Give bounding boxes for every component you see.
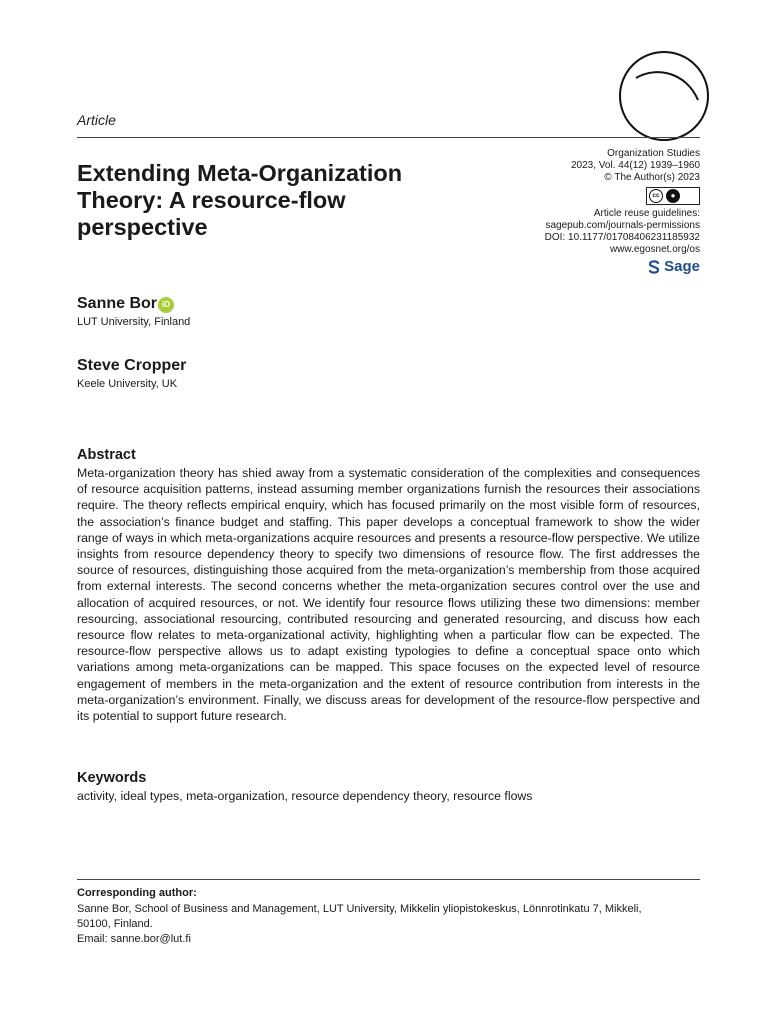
article-type-label: Article xyxy=(77,112,116,128)
cc-icon: cc xyxy=(649,189,663,203)
corresponding-address-line-2: 50100, Finland. xyxy=(77,918,153,930)
abstract-text: Meta-organization theory has shied away from a systematic consideration of the complexities and consequences of resource acquisition patterns, instead assuming member organizations furnish the resources their associations require. The theory reflects empirical enquiry, which has focused primarily on the most visible form of resources, the association’s finance budget and staffing. This paper develops a conceptual framework to show the wider range of ways in which meta-organizations acquire resources and presents a resource-flow perspective. We utilize insights from resource dependency theory to specify two dimensions of resource flow. The first addresses the source of resources, distinguishing those acquired from the meta-organization’s membership from those acquired from external interests. The second concerns whether the meta-organization secures control over the use and allocation of acquired resources, or not. We identify four resource flows utilizing these two dimensions: member resourcing, associational resourcing, contributed resourcing and generated resourcing, and discuss how each resource flow relates to meta-organizational activity, highlighting when a particular flow can be expected. The resource-flow perspective allows us to adapt existing typologies to define a conceptual space onto which variations among meta-organizations can be mapped. This space focuses on the expected level of resource engagement of members in the meta-organization and the extent of resource contribution from interests in the meta-organization’s environment. Finally, we discuss areas for development of the resource-flow perspective and its potential to support future research. xyxy=(77,466,700,724)
author-name xyxy=(77,295,174,313)
author-2-name: Steve Cropper xyxy=(77,357,187,374)
keywords-heading: Keywords xyxy=(77,770,147,786)
orcid-icon[interactable]: iD xyxy=(158,297,174,313)
author-1-affiliation: LUT University, Finland xyxy=(77,316,191,328)
corresponding-email[interactable]: Email: sanne.bor@lut.fi xyxy=(77,933,191,945)
journal-name: Organization Studies xyxy=(607,148,700,159)
attribution-icon: ● xyxy=(666,189,680,203)
publisher-name: Sage xyxy=(664,258,700,275)
journal-site-link[interactable]: www.egosnet.org/os xyxy=(609,244,700,255)
header-divider xyxy=(77,137,700,138)
creative-commons-icon[interactable] xyxy=(646,187,700,205)
keywords-list: activity, ideal types, meta-organization, resource dependency theory, resource flows xyxy=(77,789,533,803)
publisher-logo[interactable] xyxy=(648,259,700,275)
corresponding-address-line-1: Sanne Bor, School of Business and Management, LUT University, Mikkelin yliopistokeskus, Lönnrotinkatu 7, Mikkeli, xyxy=(77,903,642,915)
journal-volume: 2023, Vol. 44(12) 1939–1960 xyxy=(571,160,700,171)
article-title: Extending Meta-Organization Theory: A resource-flow perspective xyxy=(77,160,403,240)
journal-metadata xyxy=(480,148,700,278)
footnote-divider xyxy=(77,879,700,880)
copyright: © The Author(s) 2023 xyxy=(604,172,700,183)
sage-s-icon xyxy=(648,260,660,274)
journal-logo-icon xyxy=(616,48,712,144)
abstract-heading: Abstract xyxy=(77,447,136,463)
corresponding-author-details xyxy=(77,902,700,947)
author-1-name: Sanne Bor xyxy=(77,295,158,312)
corresponding-author-heading: Corresponding author: xyxy=(77,887,197,899)
reuse-link[interactable]: sagepub.com/journals-permissions xyxy=(545,220,700,231)
author-2-affiliation: Keele University, UK xyxy=(77,378,178,390)
reuse-label: Article reuse guidelines: xyxy=(593,208,700,219)
doi[interactable]: DOI: 10.1177/01708406231185932 xyxy=(544,232,700,243)
